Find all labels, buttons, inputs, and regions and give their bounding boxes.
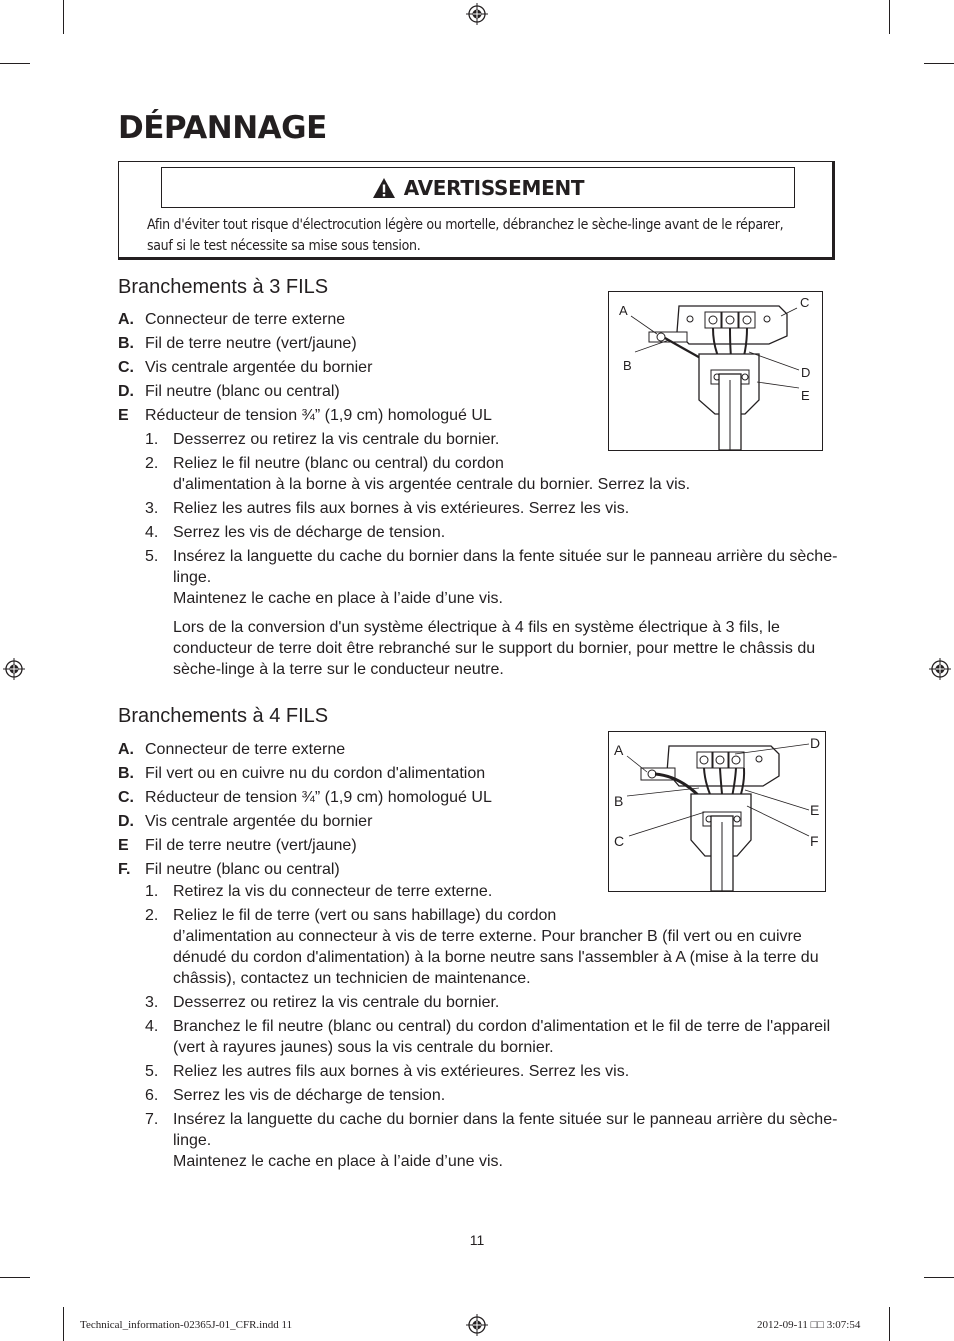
- page-number: 11: [469, 1232, 485, 1248]
- step-item: 5. Reliez les autres fils aux bornes à vis extérieures. Serrez les vis.: [145, 1063, 630, 1080]
- step-item: 1. Retirez la vis du connecteur de terre externe.: [145, 883, 493, 900]
- warning-box: [118, 161, 835, 260]
- step-item: 1. Desserrez ou retirez la vis centrale du bornier.: [145, 431, 500, 448]
- steps-list-3-wires: [145, 429, 840, 612]
- warning-header: [161, 167, 795, 208]
- warning-triangle-icon: [372, 177, 396, 199]
- figure-label: C: [800, 295, 810, 310]
- registration-mark-icon: [466, 3, 488, 25]
- step-item: 3. Desserrez ou retirez la vis centrale du bornier.: [145, 994, 500, 1011]
- step-item: 6. Serrez les vis de décharge de tension.: [145, 1087, 446, 1104]
- registration-mark-icon: [466, 1314, 488, 1336]
- crop-mark: [0, 1277, 30, 1278]
- page-title: DÉPANNAGE: [118, 110, 327, 146]
- wiring-diagram-3-wires: [608, 291, 823, 451]
- step-item: 4. Serrez les vis de décharge de tension.: [145, 524, 446, 541]
- footer-file-name: Technical_information-02365J-01_CFR.indd 11: [80, 1319, 293, 1331]
- crop-mark: [63, 0, 64, 34]
- figure-label: F: [810, 833, 819, 849]
- crop-mark: [924, 63, 954, 64]
- footer-timestamp: 2012-09-11 □□ 3:07:54: [757, 1319, 861, 1331]
- conversion-note: Lors de la conversion d'un système électrique à 4 fils en système électrique à 3 fils, le conducteur de terre doit être rebranché sur le support du bornier, pour mettre le châssis du sèche-linge à la terre sur le conducteur neutre.: [173, 619, 816, 678]
- figure-label: A: [619, 303, 628, 318]
- step-item: 4. Branchez le fil neutre (blanc ou central) du cordon d'alimentation et le fil de terre de l'appareil (vert à rayures jaunes) sous la vis centrale du bornier.: [145, 1018, 831, 1056]
- crop-mark: [889, 0, 890, 34]
- step-item: 7. Insérez la languette du cache du bornier dans la fente située sur le panneau arrière du sèche-linge. Maintenez le cache en place à l’aide d’une vis.: [145, 1111, 838, 1170]
- section-title-4-wires: Branchements à 4 FILS: [118, 705, 329, 727]
- warning-title: AVERTISSEMENT: [403, 175, 585, 200]
- registration-mark-icon: [3, 658, 25, 680]
- step-item: 5. Insérez la languette du cache du bornier dans la fente située sur le panneau arrière du sèche-linge. Maintenez le cache en place à l’aide d’une vis.: [145, 548, 838, 607]
- figure-label: B: [623, 358, 632, 373]
- figure-label: C: [614, 833, 625, 849]
- figure-label: D: [801, 365, 811, 380]
- section-title-3-wires: Branchements à 3 FILS: [118, 276, 329, 298]
- step-item: 3. Reliez les autres fils aux bornes à vis extérieures. Serrez les vis.: [145, 500, 630, 517]
- wiring-diagram-4-wires: [608, 731, 826, 892]
- figure-label: D: [810, 735, 821, 751]
- figure-label: B: [614, 793, 624, 809]
- registration-mark-icon: [929, 658, 951, 680]
- crop-mark: [889, 1307, 890, 1341]
- warning-text: Afin d'éviter tout risque d'électrocution légère ou mortelle, débranchez le sèche-linge avant de le réparer, sauf si le test nécessite sa mise sous tension.: [147, 217, 784, 254]
- figure-label: E: [810, 802, 820, 818]
- crop-mark: [0, 63, 30, 64]
- step-item: 2. Reliez le fil neutre (blanc ou central) du cordon d'alimentation à la borne à vis argentée centrale du bornier. Serrez la vis.: [145, 455, 691, 493]
- crop-mark: [924, 1277, 954, 1278]
- figure-label: A: [614, 742, 624, 758]
- step-item: 2. Reliez le fil de terre (vert ou sans habillage) du cordon d’alimentation au connecteur à vis de terre externe. Pour brancher B (fil vert ou en cuivre dénudé du cordon d'alimentation) à la borne neutre sans l'assembler à A (mise à la terre du châssis), contactez un technicien de maintenance.: [145, 907, 819, 987]
- crop-mark: [63, 1307, 64, 1341]
- steps-list-4-wires: [145, 881, 840, 1175]
- figure-label: E: [801, 388, 810, 403]
